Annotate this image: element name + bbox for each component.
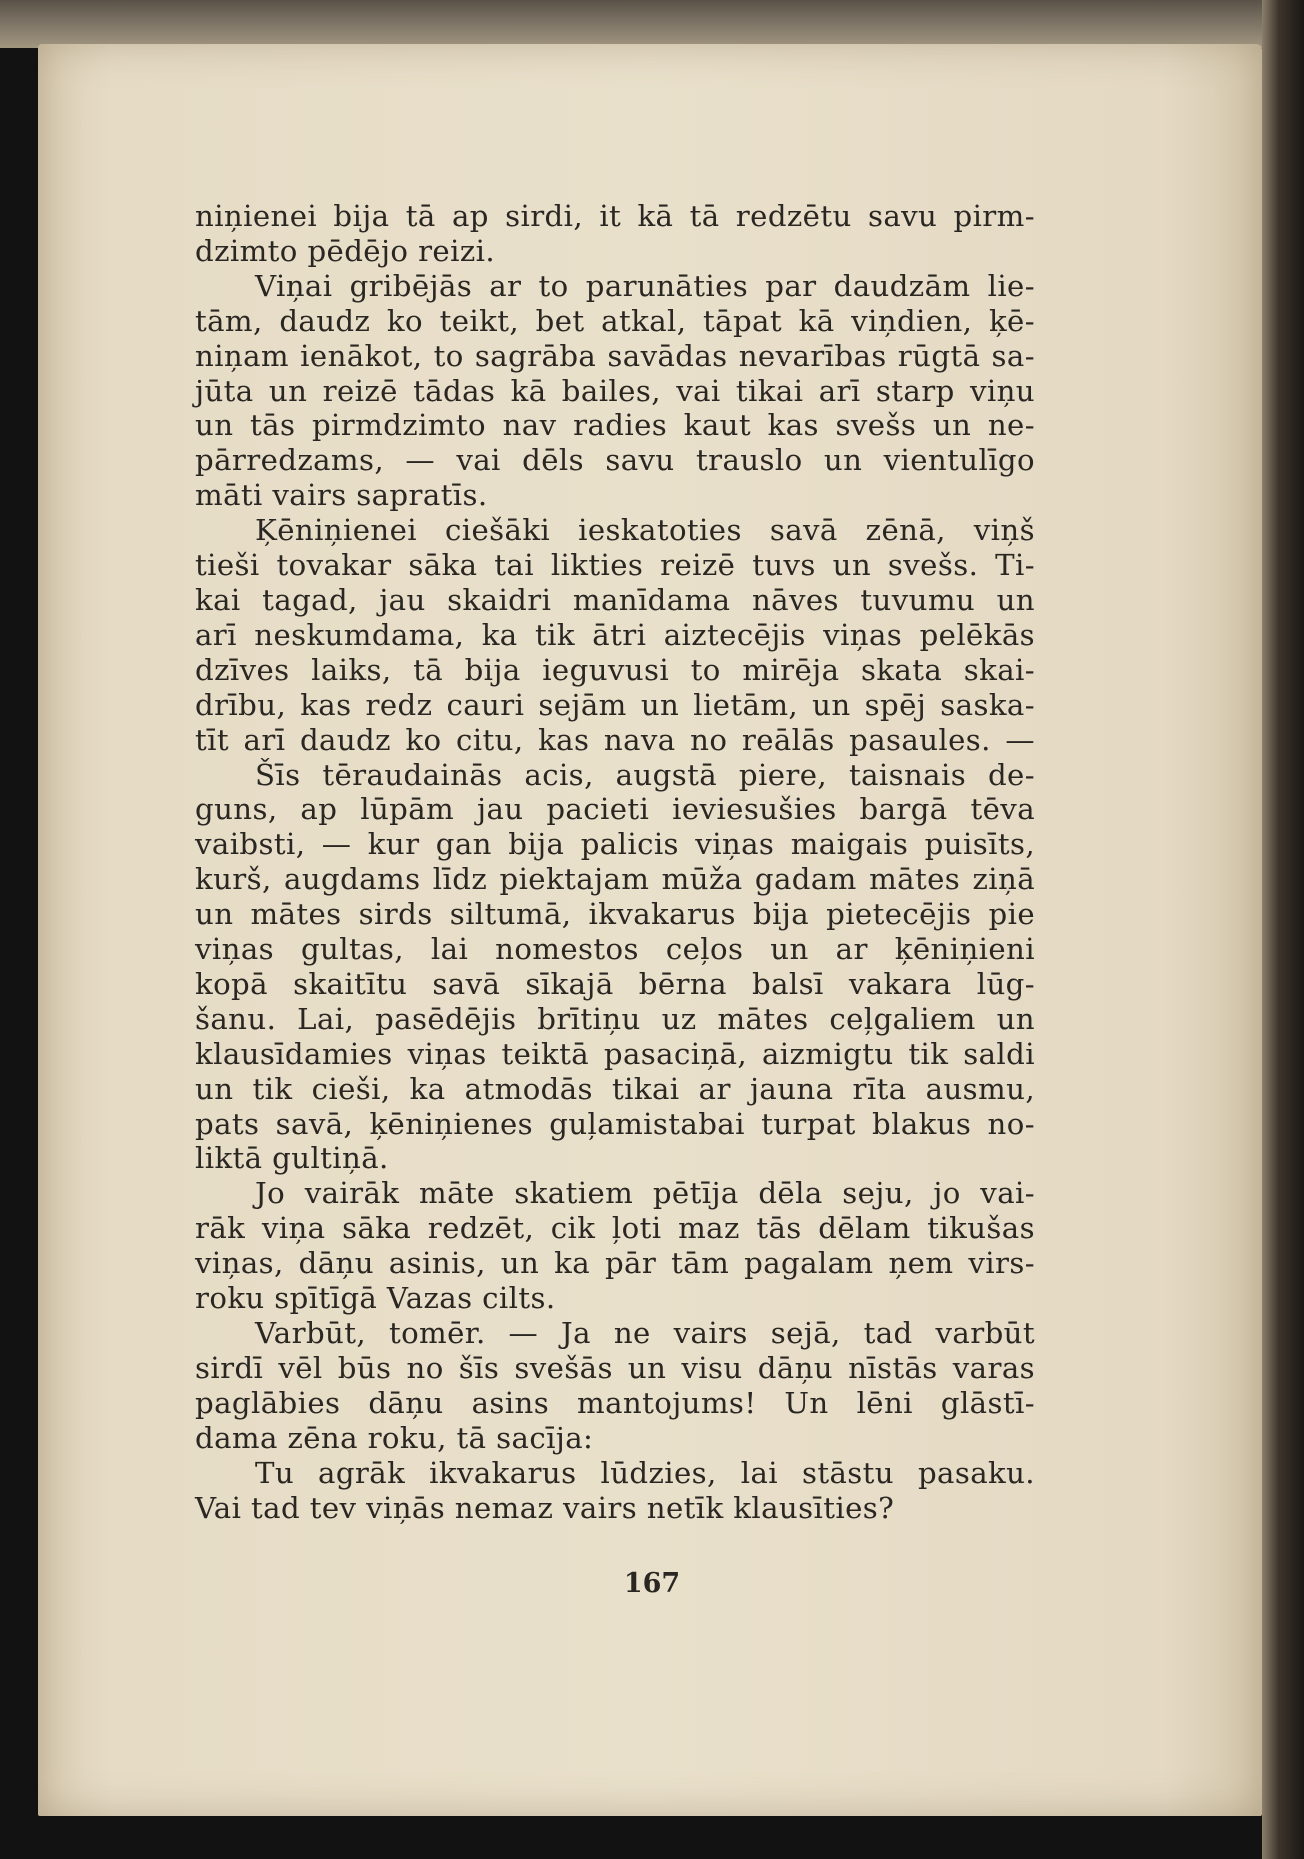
text-line: rāk viņa sāka redzēt, cik ļoti maz tās dēlam tikušas	[195, 1211, 1035, 1246]
text-line: un mātes sirds siltumā, ikvakarus bija pietecējis pie	[195, 897, 1035, 932]
text-line: arī neskumdama, ka tik ātri aiztecējis viņas pelēkās	[195, 617, 1035, 652]
text-line: tīt arī daudz ko citu, kas nava no reālās pasaules. —	[195, 722, 1035, 757]
text-line: kurš, augdams līdz piektajam mūža gadam mātes ziņā	[195, 862, 1035, 897]
text-line: pārredzams, — vai dēls savu trauslo un vientulīgo	[195, 443, 1035, 478]
text-line: šanu. Lai, pasēdējis brītiņu uz mātes ceļgaliem un	[195, 1001, 1035, 1036]
text-line: Varbūt, tomēr. — Ja ne vairs sejā, tad varbūt	[255, 1316, 1035, 1350]
text-line: liktā gultiņā.	[195, 1141, 389, 1176]
text-line: guns, ap lūpām jau pacieti ieviesušies bargā tēva	[195, 792, 1035, 827]
text-line: niņam ienākot, to sagrāba savādas nevarības rūgtā sa-	[195, 338, 1035, 373]
text-line: un tik cieši, ka atmodās tikai ar jauna rīta ausmu,	[195, 1071, 1035, 1106]
text-line: dama zēna roku, tā sacīja:	[195, 1420, 594, 1455]
text-line: niņienei bija tā ap sirdi, it kā tā redzētu savu pirm-	[195, 199, 1035, 233]
text-line: jūta un reizē tādas kā bailes, vai tikai arī starp viņu	[195, 373, 1035, 408]
text-line: dzimto pēdējo reizi.	[195, 233, 496, 268]
text-line: Viņai gribējās ar to parunāties par daudzām lie-	[255, 268, 1035, 303]
text-line: klausīdamies viņas teiktā pasaciņā, aizmigtu tik saldi	[195, 1036, 1035, 1071]
text-line: pats savā, ķēniņienes guļamistabai turpat blakus no-	[195, 1106, 1035, 1141]
text-line: Jo vairāk māte skatiem pētīja dēla seju, jo vai-	[255, 1176, 1035, 1211]
text-line: vaibsti, — kur gan bija palicis viņas maigais puisīts,	[195, 827, 1035, 862]
text-line: viņas gultas, lai nomestos ceļos un ar ķēniņieni	[195, 932, 1035, 967]
text-line: tām, daudz ko teikt, bet atkal, tāpat kā viņdien, ķē-	[195, 303, 1035, 338]
text-line: un tās pirmdzimto nav radies kaut kas svešs un ne-	[195, 408, 1035, 443]
page-stack-edge	[0, 0, 1304, 48]
text-line: Šīs tēraudainās acis, augstā piere, taisnais de-	[255, 757, 1035, 792]
text-line: tieši tovakar sāka tai likties reizē tuvs un svešs. Ti-	[195, 548, 1035, 583]
text-line: sirdī vēl būs no šīs svešās un visu dāņu nīstās varas	[195, 1350, 1035, 1385]
text-line: māti vairs sapratīs.	[195, 478, 488, 513]
text-line: viņas, dāņu asinis, un ka pār tām pagalam ņem virs-	[195, 1246, 1035, 1281]
text-line: roku spītīgā Vazas cilts.	[195, 1281, 556, 1316]
page-number: 167	[623, 1568, 681, 1599]
text-line: kai tagad, jau skaidri manīdama nāves tuvumu un	[195, 582, 1035, 617]
text-line: paglābies dāņu asins mantojums! Un lēni glāstī-	[195, 1385, 1035, 1420]
text-line: dzīves laiks, tā bija ieguvusi to mirēja skata skai-	[195, 652, 1035, 687]
text-line: Vai tad tev viņās nemaz vairs netīk klausīties?	[195, 1490, 895, 1525]
text-line: kopā skaitītu savā sīkajā bērna balsī vakara lūg-	[195, 966, 1035, 1001]
body-text	[195, 199, 1035, 1525]
text-line: Tu agrāk ikvakarus lūdzies, lai stāstu pasaku.	[255, 1455, 1035, 1490]
text-line: Ķēniņienei ciešāki ieskatoties savā zēnā, viņš	[255, 513, 1035, 548]
text-line: drību, kas redz cauri sejām un lietām, un spēj saska-	[195, 687, 1035, 722]
